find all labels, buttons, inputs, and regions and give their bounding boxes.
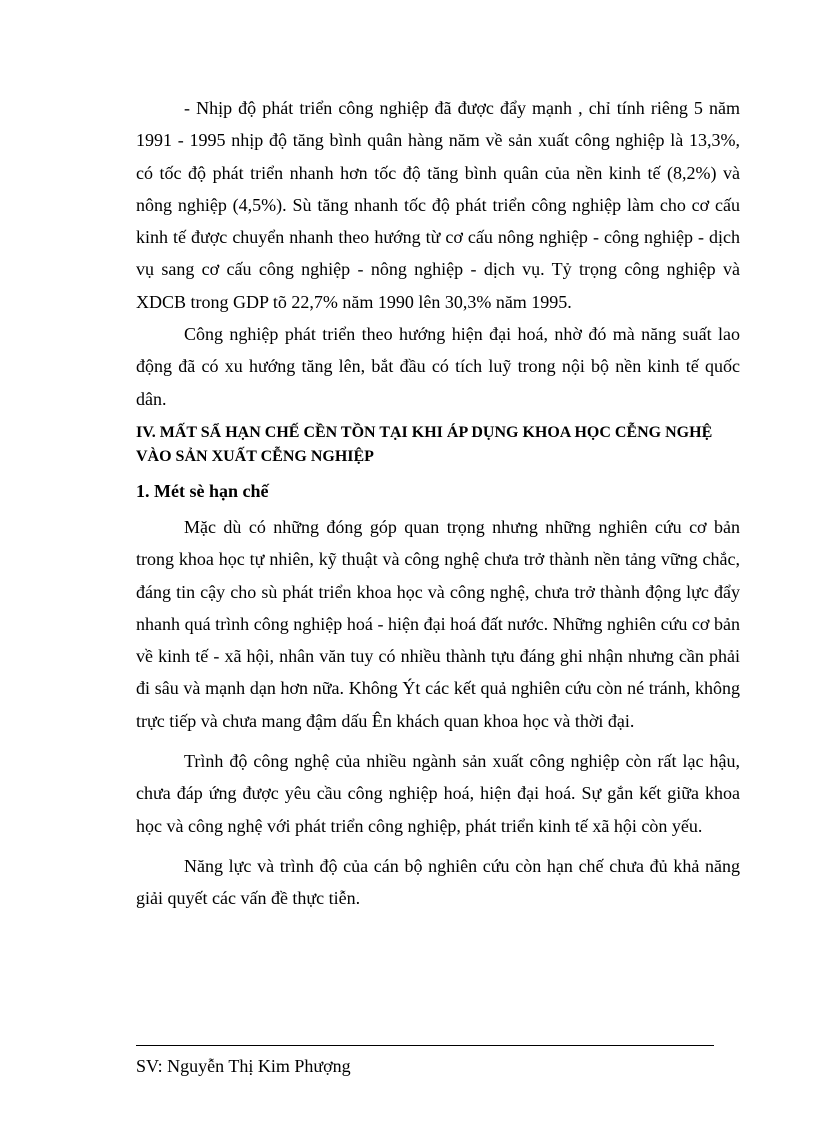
footer-author: SV: Nguyễn Thị Kim Phượng xyxy=(136,1056,351,1076)
paragraph-staff-capacity: Năng lực và trình độ của cán bộ nghiên cứu còn hạn chế chưa đủ khả năng giải quyết các vấn đề thực tiễn. xyxy=(136,855,740,909)
subsection-heading: 1. Mét sè hạn chế xyxy=(136,480,269,501)
paragraph-modernization: Công nghiệp phát triển theo hướng hiện đại hoá, nhờ đó mà năng suất lao động đã có xu hướng tăng lên, bắt đầu có tích luỹ trong nội bộ nền kinh tế quốc dân. xyxy=(136,324,740,409)
document-body xyxy=(136,92,740,915)
footer-divider xyxy=(136,1045,714,1046)
paragraph-industrial-growth: - Nhịp độ phát triển công nghiệp đã được đẩy mạnh , chỉ tính riêng 5 năm 1991 - 1995 nhịp độ tăng bình quân hàng năm về sản xuất công nghiệp là 13,3%, có tốc độ phát triển nhanh hơn tốc độ tăng bình quân của nền kinh tế (8,2%) và nông nghiệp (4,5%). Sù tăng nhanh tốc độ phát triển công nghiệp làm cho cơ cấu kinh tế được chuyển nhanh theo hướng từ cơ cấu nông nghiệp - công nghiệp - dịch vụ sang cơ cấu công nghiệp - nông nghiệp - dịch vụ. Tỷ trọng công nghiệp và XDCB trong GDP tõ 22,7% năm 1990 lên 30,3% năm 1995. xyxy=(136,98,740,312)
section-heading: IV. MẤT SẨ HẠN CHẾ CỀN TỒN TẠI KHI ÁP DỤNG KHOA HỌC CỄNG NGHỆ VÀO SẢN XUẤT CỄNG NGHIỆP xyxy=(136,423,713,465)
paragraph-technology-level: Trình độ công nghệ của nhiều ngành sản xuất công nghiệp còn rất lạc hậu, chưa đáp ứng được yêu cầu công nghiệp hoá, hiện đại hoá. Sự gắn kết giữa khoa học và công nghệ với phát triển công nghiệp, phát triển kinh tế xã hội còn yếu. xyxy=(136,751,740,836)
paragraph-research-limits: Mặc dù có những đóng góp quan trọng nhưng những nghiên cứu cơ bản trong khoa học tự nhiên, kỹ thuật và công nghệ chưa trở thành nền tảng vững chắc, đáng tin cậy cho sù phát triển khoa học và công nghệ, chưa trở thành động lực đẩy nhanh quá trình công nghiệp hoá - hiện đại hoá đất nước. Những nghiên cứu cơ bản về kinh tế - xã hội, nhân văn tuy có nhiều thành tựu đáng ghi nhận nhưng cần phải đi sâu và mạnh dạn hơn nữa. Không Ýt các kết quả nghiên cứu còn né tránh, không trực tiếp và chưa mang đậm dấu Ên khách quan khoa học và thời đại. xyxy=(136,516,740,731)
